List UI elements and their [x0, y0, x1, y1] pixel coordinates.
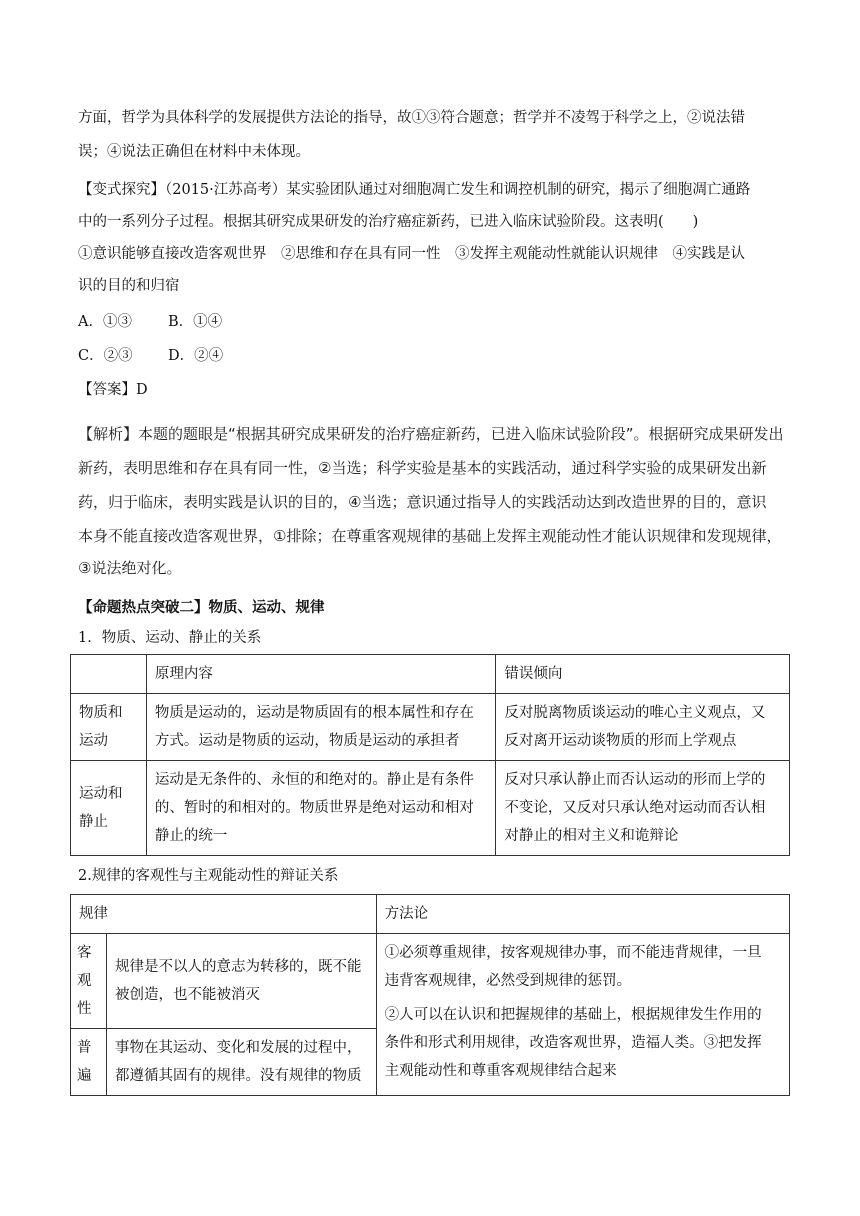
method-cell: ①必须尊重规律，按客观规律办事，而不能违背规律，一旦 违背客观规律，必然受到规律的惩罚。 ②人可以在认识和把握规律的基础上，根据规律发生作用的 条件和形式利用规律，改造客观世界，造福人类。③把发挥 主观能动性和尊重客观规律结合起来 [376, 934, 789, 1096]
table-row [71, 694, 790, 761]
header-cell-principle: 原理内容 [146, 655, 495, 694]
analysis-line-4: 本身不能直接改造客观世界，①排除；在尊重客观规律的基础上发挥主观能动性才能认识规律和发现规律， [78, 527, 782, 545]
subheading-2: 2.规律的客观性与主观能动性的辩证关系 [78, 868, 339, 884]
row-content: 运动是无条件的、永恒的和绝对的。静止是有条件 的、暂时的和相对的。物质世界是绝对运动和相对 静止的统一 [146, 761, 495, 856]
table-row [71, 934, 790, 1029]
option-d: D．②④ [168, 348, 224, 364]
row-label: 客 观 性 [71, 934, 107, 1029]
header-cell-empty [71, 655, 147, 694]
option-c: C．②③ [78, 348, 133, 364]
subheading-1: 1．物质、运动、静止的关系 [78, 630, 262, 646]
row-error: 反对脱离物质谈运动的唯心主义观点，又 反对离开运动谈物质的形而上学观点 [496, 694, 790, 761]
table-row [71, 761, 790, 856]
table-header-row [71, 895, 790, 934]
analysis-line-5: ③说法绝对化。 [78, 559, 182, 577]
header-cell-method: 方法论 [376, 895, 789, 934]
matter-motion-table [70, 654, 790, 856]
header-cell-error: 错误倾向 [496, 655, 790, 694]
analysis-line-1: 【解析】本题的题眼是“根据其研究成果研发的治疗癌症新药，已进入临床试验阶段”。根据研究成果研发出 [78, 425, 784, 443]
option-a: A．①③ [78, 314, 132, 330]
row-content: 物质是运动的，运动是物质固有的根本属性和存在 方式。运动是物质的运动，物质是运动的承担者 [146, 694, 495, 761]
row-label: 普 遍 [71, 1029, 107, 1096]
row-label: 运动和 静止 [71, 761, 147, 856]
option-b: B．①④ [168, 314, 223, 330]
law-table [70, 894, 790, 1096]
row-label: 物质和 运动 [71, 694, 147, 761]
answer: 【答案】D [78, 382, 148, 398]
row-content: 规律是不以人的意志为转移的，既不能 被创造，也不能被消灭 [106, 934, 376, 1029]
intro-line-1: 方面，哲学为具体科学的发展提供方法论的指导，故①③符合题意；哲学并不凌驾于科学之上，②说法错 [78, 110, 745, 126]
header-cell-law: 规律 [71, 895, 377, 934]
table-header-row [71, 655, 790, 694]
question-line-1: 【变式探究】（2015·江苏高考）某实验团队通过对细胞凋亡发生和调控机制的研究，揭示了细胞凋亡通路 [78, 182, 751, 198]
question-line-3: ①意识能够直接改造客观世界 ②思维和存在具有同一性 ③发挥主观能动性就能认识规律 ④实践是认 [78, 246, 745, 262]
row-error: 反对只承认静止而否认运动的形而上学的 不变论，又反对只承认绝对运动而否认相 对静止的相对主义和诡辩论 [496, 761, 790, 856]
row-content: 事物在其运动、变化和发展的过程中， 都遵循其固有的规律。没有规律的物质 [106, 1029, 376, 1096]
intro-line-2: 误；④说法正确但在材料中未体现。 [78, 144, 310, 160]
question-line-4: 识的目的和归宿 [78, 278, 180, 294]
section-heading: 【命题热点突破二】物质、运动、规律 [78, 600, 325, 616]
analysis-line-3: 药，归于临床，表明实践是认识的目的，④当选；意识通过指导人的实践活动达到改造世界的目的，意识 [78, 493, 767, 511]
question-line-2: 中的一系列分子过程。根据其研究成果研发的治疗癌症新药，已进入临床试验阶段。这表明( ) [78, 214, 699, 230]
analysis-line-2: 新药，表明思维和存在具有同一性，②当选；科学实验是基本的实践活动，通过科学实验的成果研发出新 [78, 459, 767, 477]
